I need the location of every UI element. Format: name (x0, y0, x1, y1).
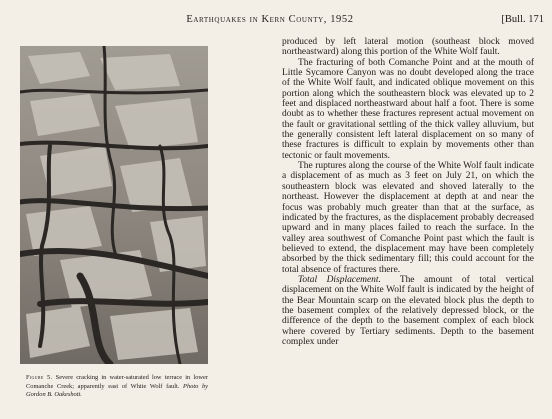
running-head (160, 14, 544, 30)
body-text-column (282, 37, 534, 347)
figure-label: Figure 5. (26, 374, 53, 381)
cracked-ground-photo (20, 46, 208, 364)
paragraph-4-text: The amount of total vertical displacement on the White Wolf fault is indicated by the height of the Bear Mountain scarp on the elevated block plus the depth to the basement complex of the relatively depressed block, or the difference of the depth to the basement complex of each block where covered by Tertiary sediments. Depth to the basement complex under (282, 274, 534, 347)
figure-caption (26, 374, 208, 400)
paragraph-4 (282, 275, 534, 347)
figure-photo (20, 46, 208, 364)
paragraph-2: The fracturing of both Comanche Point and at the mouth of Little Sycamore Canyon was no doubt developed along the trace of the White Wolf fault, and indicated oblique movement on this portion along which the southeastern block was elevated up to 2 feet and displaced northeastward about half a foot. There is some doubt as to whether these fractures represent actual movement on the fault or gravitational settling of the thick valley alluvium, but the generally consistent left lateral displacement on so many of these fractures is difficult to explain by movements other than tectonic or fault movements. (282, 57, 534, 161)
running-head-title: Earthquakes in Kern County, 1952 (186, 14, 354, 25)
total-displacement-heading: Total Displacement. (298, 274, 381, 285)
paragraph-1: produced by left lateral motion (southeast block moved northeastward) along this portion of the White Wolf fault. (282, 37, 534, 58)
bulletin-number: [Bull. 171 (501, 14, 544, 25)
photo-credit: Photo by Gordon B. Oakeshott. (26, 382, 208, 399)
figure-caption-text: Severe cracking in water-saturated low terrace in lower Comanche Creek; apparently east of White Wolf fault. (26, 374, 208, 390)
paragraph-3: The ruptures along the course of the White Wolf fault indicate a displacement of as much as 3 feet on July 21, on which the southeastern block was elevated and shoved laterally to the northeast. However the displacement at depth at and near the focus was probably much greater than that at the surface, as indicated by the fractures, as the displacement probably decreased upward and in many places failed to reach the surface. In the valley area southwest of Comanche Point past which the fault is believed to extend, the displacement may have been completely absorbed by the thick sedimentary fill; this could account for the total absence of fractures there. (282, 161, 534, 275)
